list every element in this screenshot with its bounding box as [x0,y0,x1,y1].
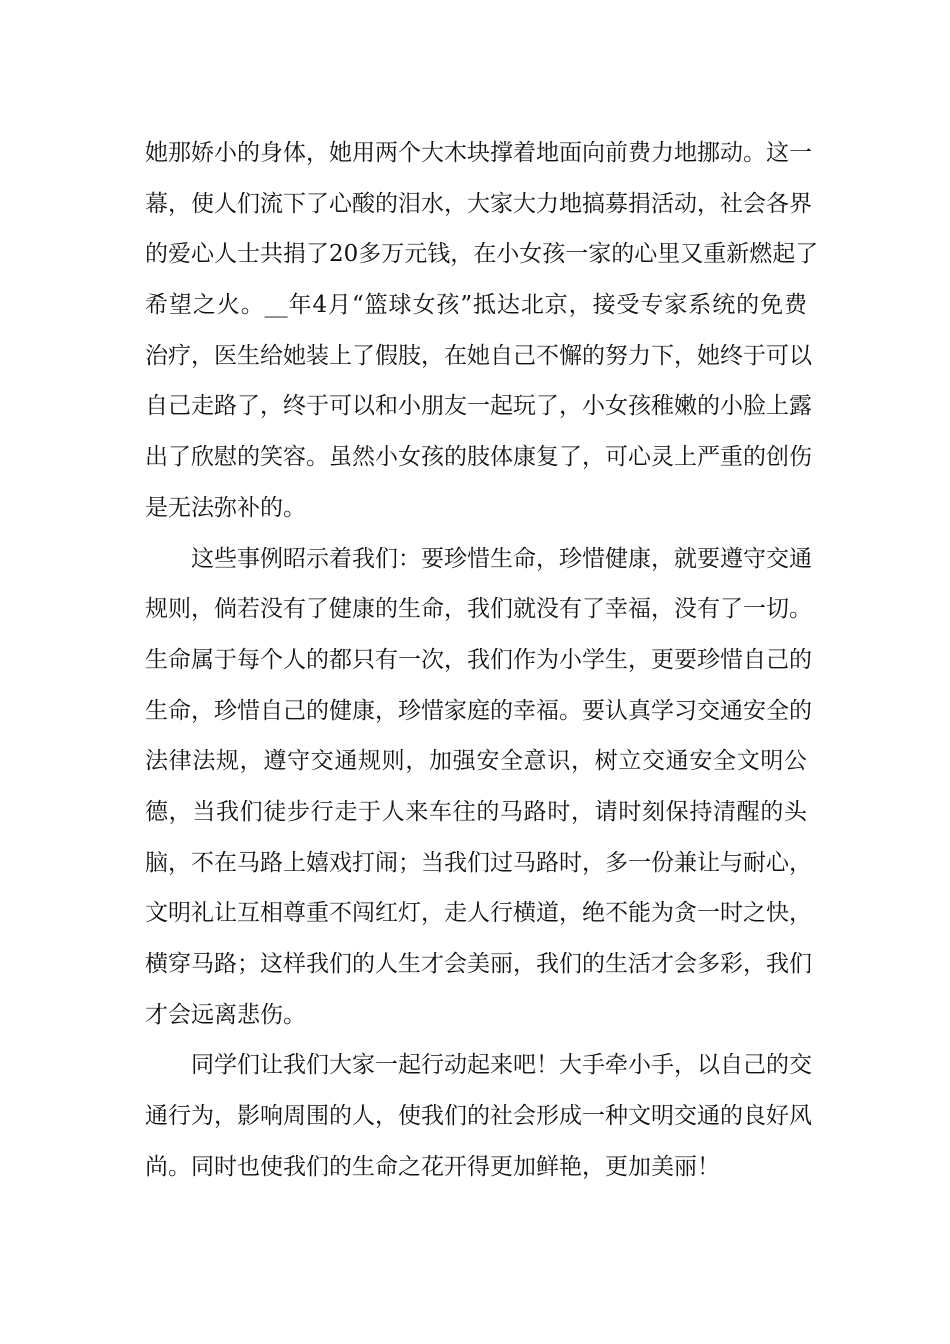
text-line: 尚。同时也使我们的生命之花开得更加鲜艳，更加美丽！ [145,1153,720,1180]
text-line: 法律法规，遵守交通规则，加强安全意识，树立交通安全文明公 [145,748,807,775]
text-line: 文明礼让互相尊重不闯红灯，走人行横道，绝不能为贪一时之快， [145,900,812,927]
text-line: 治疗，医生给她装上了假肢，在她自己不懈的努力下，她终于可以 [145,342,812,369]
text-line: 的爱心人士共捐了20多万元钱，在小女孩一家的心里又重新燃起了 [145,241,819,268]
text-line: 是无法弥补的。 [145,494,306,521]
text-line: 德，当我们徒步行走于人来车往的马路时，请时刻保持清醒的头 [145,798,807,825]
text-line: 横穿马路；这样我们的人生才会美丽，我们的生活才会多彩，我们 [145,951,812,977]
paragraph-3 [145,1040,812,1192]
text-line: 幕，使人们流下了心酸的泪水，大家大力地搞募捐活动，社会各界 [145,190,812,217]
document-body [145,128,819,1192]
text-line: 她那娇小的身体，她用两个大木块撑着地面向前费力地挪动。这一 [145,140,812,166]
text-line: 希望之火。__年4月“篮球女孩”抵达北京，接受专家系统的免费 [145,292,807,319]
paragraph-1 [145,128,819,534]
text-line: 脑，不在马路上嬉戏打闹；当我们过马路时，多一份兼让与耐心， [145,849,812,876]
text-line: 自己走路了，终于可以和小朋友一起玩了，小女孩稚嫩的小脸上露 [145,393,812,420]
text-line: 出了欣慰的笑容。虽然小女孩的肢体康复了，可心灵上严重的创伤 [145,444,812,471]
text-line: 通行为，影响周围的人，使我们的社会形成一种文明交通的良好风 [145,1103,812,1130]
text-line: 同学们让我们大家一起行动起来吧！大手牵小手，以自己的交 [191,1052,812,1079]
text-line: 生命，珍惜自己的健康，珍惜家庭的幸福。要认真学习交通安全的 [145,697,812,724]
text-line: 规则，倘若没有了健康的生命，我们就没有了幸福，没有了一切。 [145,596,812,623]
text-line: 这些事例昭示着我们：要珍惜生命，珍惜健康，就要遵守交通 [191,545,812,572]
paragraph-2 [145,534,812,1041]
text-line: 才会远离悲伤。 [145,1001,306,1028]
text-line: 生命属于每个人的都只有一次，我们作为小学生，更要珍惜自己的 [145,646,812,673]
